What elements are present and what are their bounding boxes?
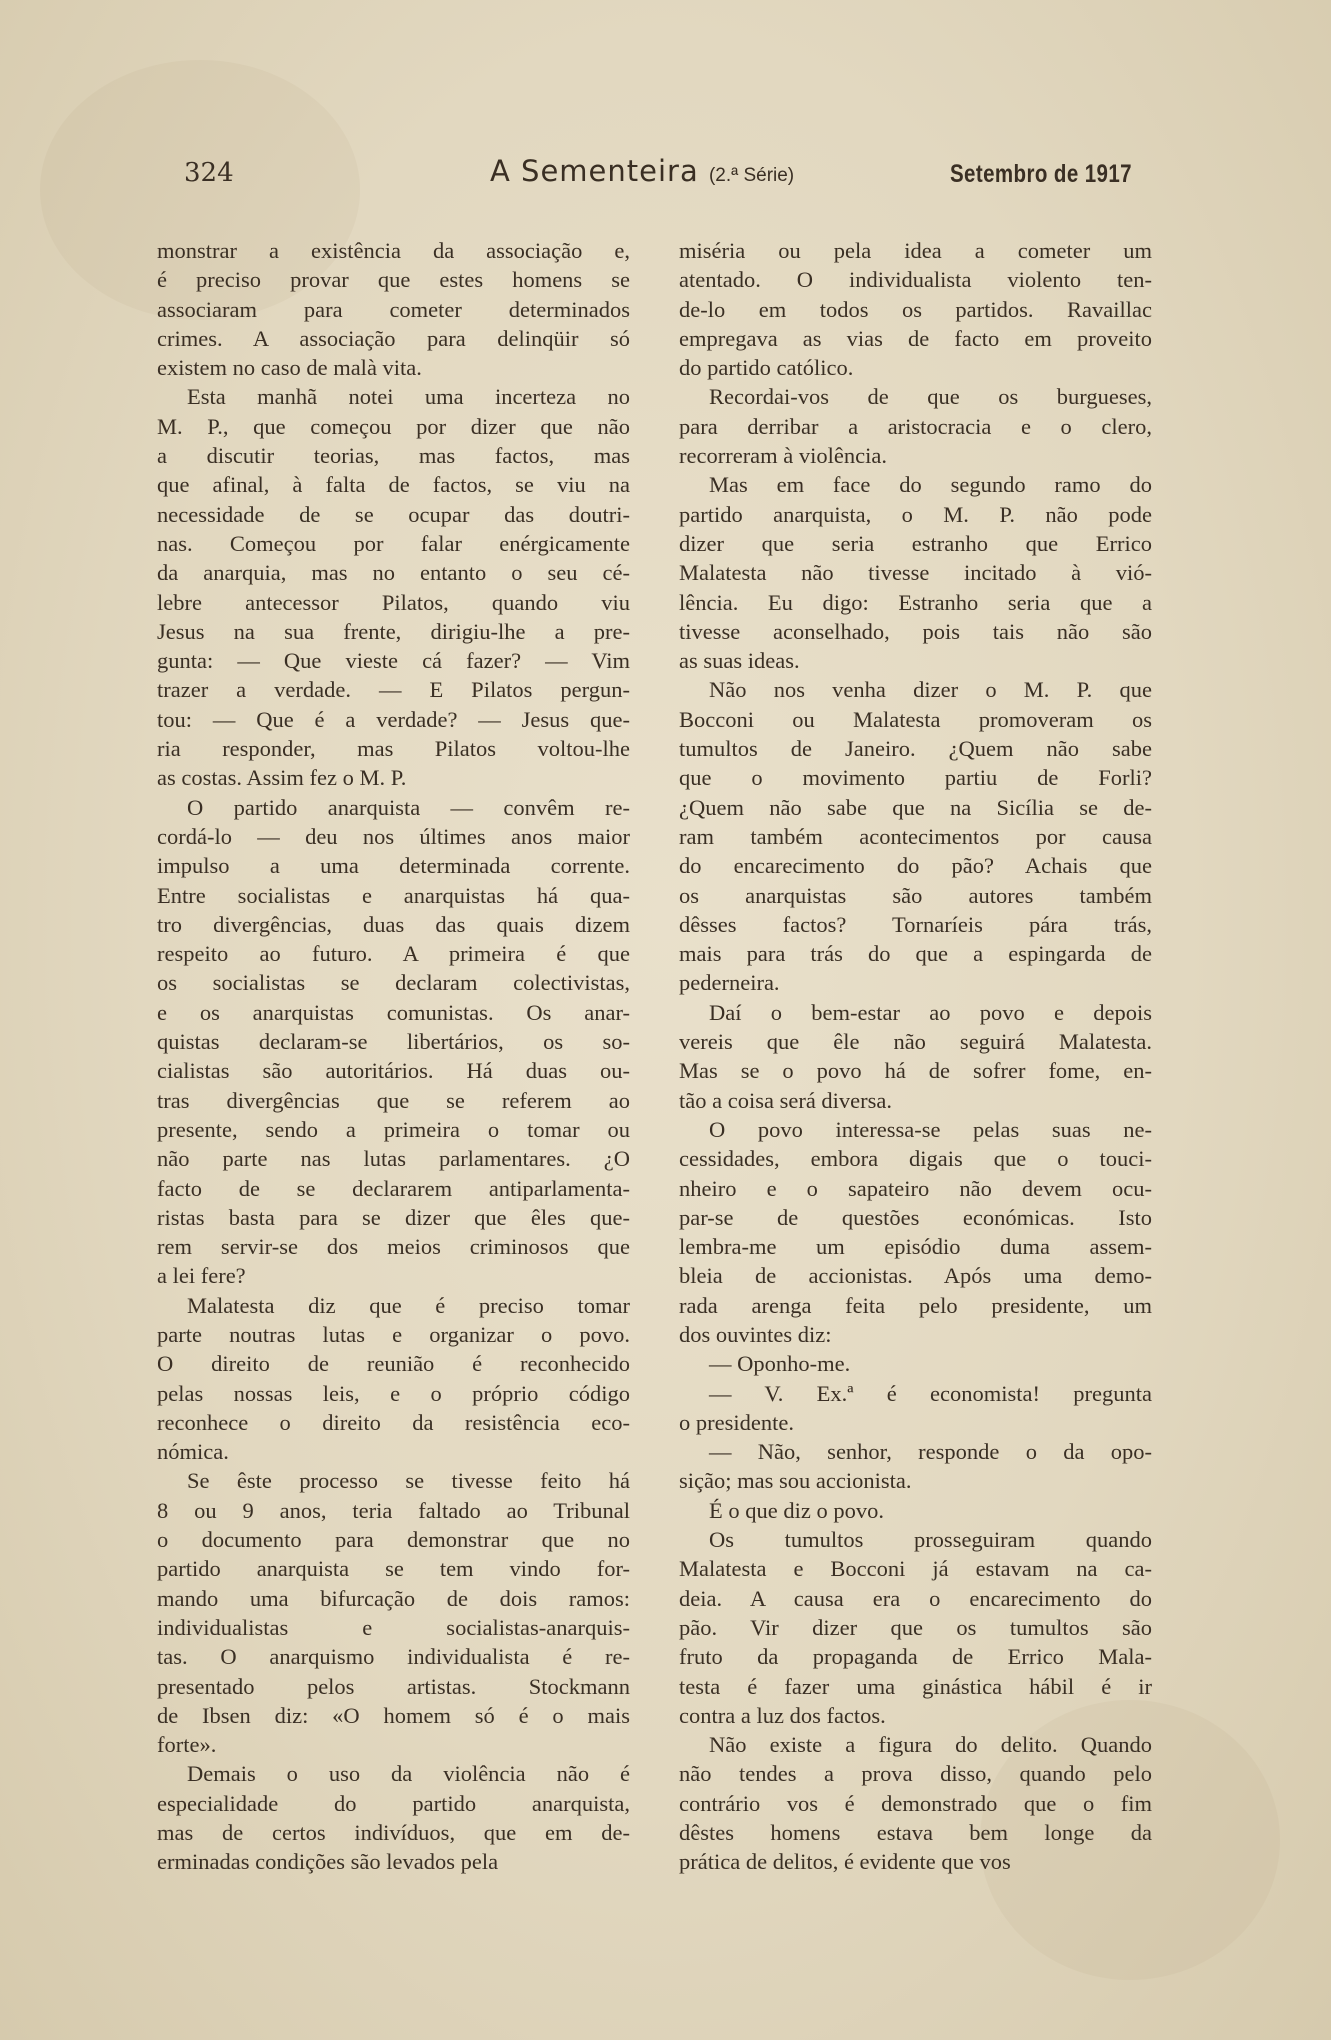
text-line: recorreram à violência.	[679, 443, 887, 469]
journal-title	[490, 154, 794, 188]
text-line: Jesus na sua frente, dirigiu-lhe a pre-	[157, 618, 630, 644]
text-line: rada arenga feita pelo presidente, um	[679, 1292, 1152, 1318]
text-line: para derribar a aristocracia e o clero,	[679, 413, 1152, 439]
text-line: — V. Ex.ª é economista! pregunta	[709, 1380, 1152, 1406]
text-line: erminadas condições são levados pela	[157, 1849, 499, 1875]
text-line: Mas em face do segundo ramo do	[709, 472, 1152, 498]
text-line: lembra-me um episódio duma assem-	[679, 1234, 1152, 1260]
text-line: bleia de accionistas. Após uma demo-	[679, 1263, 1152, 1289]
text-line: O partido anarquista — convêm re-	[187, 794, 630, 820]
text-line: Entre socialistas e anarquistas há qua-	[157, 882, 630, 908]
text-line: cialistas são autoritários. Há duas ou-	[157, 1058, 630, 1084]
text-line: respeito ao futuro. A primeira é que	[157, 941, 630, 967]
text-line: mais para trás do que a espingarda de	[679, 941, 1152, 967]
text-line: sição; mas sou accionista.	[679, 1468, 912, 1494]
text-column-right	[679, 236, 1152, 1877]
text-line: especialidade do partido anarquista,	[157, 1790, 630, 1816]
text-line: pão. Vir dizer que os tumultos são	[679, 1614, 1152, 1640]
text-line: contrário vos é demonstrado que o fim	[679, 1790, 1152, 1816]
text-line: fruto da propaganda de Errico Mala-	[679, 1644, 1152, 1670]
text-line: partido anarquista, o M. P. não pode	[679, 501, 1152, 527]
text-line: os socialistas se declaram colectivistas,	[157, 970, 630, 996]
text-line: tou: — Que é a verdade? — Jesus que-	[157, 706, 630, 732]
text-line: dos ouvintes diz:	[679, 1321, 832, 1347]
running-header	[184, 154, 1132, 198]
text-line: partido anarquista se tem vindo for-	[157, 1556, 630, 1582]
text-line: rem servir-se dos meios criminosos que	[157, 1234, 630, 1260]
issue-date: Setembro de 1917	[949, 160, 1132, 188]
text-line: tras divergências que se referem ao	[157, 1087, 630, 1113]
text-line: é preciso provar que estes homens se	[157, 267, 630, 293]
text-line: quistas declaram-se libertários, os so-	[157, 1029, 630, 1055]
text-line: que afinal, à falta de factos, se viu na	[157, 472, 630, 498]
series-label: (2.ª Série)	[708, 165, 795, 186]
text-line: par-se de questões económicas. Isto	[679, 1204, 1152, 1230]
text-line: nas. Começou por falar enérgicamente	[157, 530, 630, 556]
page-number: 324	[184, 158, 234, 188]
text-line: Recordai-vos de que os burgueses,	[709, 384, 1152, 410]
text-line: empregava as vias de facto em proveito	[679, 325, 1152, 351]
text-line: ram também acontecimentos por causa	[679, 823, 1152, 849]
text-line: e os anarquistas comunistas. Os anar-	[157, 999, 630, 1025]
text-line: Bocconi ou Malatesta promoveram os	[679, 706, 1152, 732]
text-line: tão a coisa será diversa.	[679, 1087, 893, 1113]
text-column-left	[157, 236, 630, 1877]
text-line: lebre antecessor Pilatos, quando viu	[157, 589, 630, 615]
text-line: ¿Quem não sabe que na Sicília se de-	[679, 794, 1152, 820]
text-line: pederneira.	[679, 970, 780, 996]
text-line: contra a luz dos factos.	[679, 1702, 886, 1728]
text-line: não tendes a prova disso, quando pelo	[679, 1761, 1152, 1787]
text-line: associaram para cometer determinados	[157, 296, 630, 322]
text-line: mando uma bifurcação de dois ramos:	[157, 1585, 630, 1611]
text-line: O direito de reunião é reconhecido	[157, 1351, 630, 1377]
text-line: cordá-lo — deu nos últimes anos maior	[157, 823, 630, 849]
text-line: o documento para demonstrar que no	[157, 1527, 630, 1553]
text-line: individualistas e socialistas-anarquis-	[157, 1614, 630, 1640]
text-line: reconhece o direito da resistência eco-	[157, 1409, 630, 1435]
text-line: da anarquia, mas no entanto o seu cé-	[157, 560, 630, 586]
text-line: vereis que êle não seguirá Malatesta.	[679, 1029, 1152, 1055]
text-line: ristas basta para se dizer que êles que-	[157, 1204, 630, 1230]
text-line: crimes. A associação para delinqüir só	[157, 325, 630, 351]
text-line: as costas. Assim fez o M. P.	[157, 765, 407, 791]
text-line: — Não, senhor, responde o da opo-	[709, 1439, 1152, 1465]
text-line: dêsses factos? Tornaríeis pára trás,	[679, 911, 1152, 937]
text-line: facto de se declararem antiparlamenta-	[157, 1175, 630, 1201]
text-line: presentado pelos artistas. Stockmann	[157, 1673, 630, 1699]
text-line: dizer que seria estranho que Errico	[679, 530, 1152, 556]
text-line: nómica.	[157, 1439, 229, 1465]
text-line: Os tumultos prosseguiram quando	[709, 1527, 1152, 1553]
text-line: os anarquistas são autores também	[679, 882, 1152, 908]
text-line: Se êste processo se tivesse feito há	[187, 1468, 630, 1494]
text-line: ria responder, mas Pilatos voltou-lhe	[157, 736, 630, 762]
text-line: Daí o bem-estar ao povo e depois	[709, 999, 1152, 1025]
text-line: do partido católico.	[679, 355, 854, 381]
text-line: — Oponho-me.	[709, 1351, 851, 1377]
text-line: a discutir teorias, mas factos, mas	[157, 443, 630, 469]
text-line: Esta manhã notei uma incerteza no	[187, 384, 630, 410]
text-line: Malatesta diz que é preciso tomar	[187, 1292, 630, 1318]
text-line: miséria ou pela idea a cometer um	[679, 238, 1152, 263]
text-line: que o movimento partiu de Forli?	[679, 765, 1152, 791]
text-line: Demais o uso da violência não é	[187, 1761, 630, 1787]
text-line: monstrar a existência da associação e,	[157, 238, 630, 263]
text-line: gunta: — Que vieste cá fazer? — Vim	[157, 648, 630, 674]
text-line: tro divergências, duas das quais dizem	[157, 911, 630, 937]
text-line: impulso a uma determinada corrente.	[157, 853, 630, 879]
text-line: de Ibsen diz: «O homem só é o mais	[157, 1702, 630, 1728]
text-line: prática de delitos, é evidente que vos	[679, 1849, 1011, 1875]
text-line: atentado. O individualista violento ten-	[679, 267, 1152, 293]
text-line: mas de certos indivíduos, que em de-	[157, 1820, 630, 1846]
text-line: trazer a verdade. — E Pilatos pergun-	[157, 677, 630, 703]
text-line: dêstes homens estava bem longe da	[679, 1820, 1152, 1846]
text-line: o presidente.	[679, 1409, 794, 1435]
text-line: lência. Eu digo: Estranho seria que a	[679, 589, 1152, 615]
text-line: tivesse aconselhado, pois tais não são	[679, 618, 1152, 644]
text-line: as suas ideas.	[679, 648, 800, 674]
text-line: existem no caso de malà vita.	[157, 355, 422, 381]
text-line: a lei fere?	[157, 1263, 246, 1289]
text-line: pelas nossas leis, e o próprio código	[157, 1380, 630, 1406]
text-line: cessidades, embora digais que o touci-	[679, 1146, 1152, 1172]
journal-name: A Sementeira	[490, 154, 699, 188]
text-line: não parte nas lutas parlamentares. ¿O	[157, 1146, 630, 1172]
text-line: É o que diz o povo.	[709, 1497, 884, 1523]
text-line: Não existe a figura do delito. Quando	[709, 1732, 1152, 1758]
text-line: testa é fazer uma ginástica hábil é ir	[679, 1673, 1152, 1699]
text-line: nheiro e o sapateiro não devem ocu-	[679, 1175, 1152, 1201]
text-line: O povo interessa-se pelas suas ne-	[709, 1116, 1152, 1142]
text-line: tas. O anarquismo individualista é re-	[157, 1644, 630, 1670]
text-line: tumultos de Janeiro. ¿Quem não sabe	[679, 736, 1152, 762]
text-line: parte noutras lutas e organizar o povo.	[157, 1321, 630, 1347]
text-line: Malatesta não tivesse incitado à vió-	[679, 560, 1152, 586]
text-line: presente, sendo a primeira o tomar ou	[157, 1116, 630, 1142]
text-line: necessidade de se ocupar das doutri-	[157, 501, 630, 527]
text-line: de-lo em todos os partidos. Ravaillac	[679, 296, 1152, 322]
text-line: 8 ou 9 anos, teria faltado ao Tribunal	[157, 1497, 630, 1523]
text-line: Não nos venha dizer o M. P. que	[709, 677, 1152, 703]
text-line: deia. A causa era o encarecimento do	[679, 1585, 1152, 1611]
text-line: M. P., que começou por dizer que não	[157, 413, 630, 439]
text-line: Malatesta e Bocconi já estavam na ca-	[679, 1556, 1152, 1582]
text-line: Mas se o povo há de sofrer fome, en-	[679, 1058, 1152, 1084]
text-line: forte».	[157, 1732, 217, 1758]
text-line: do encarecimento do pão? Achais que	[679, 853, 1152, 879]
